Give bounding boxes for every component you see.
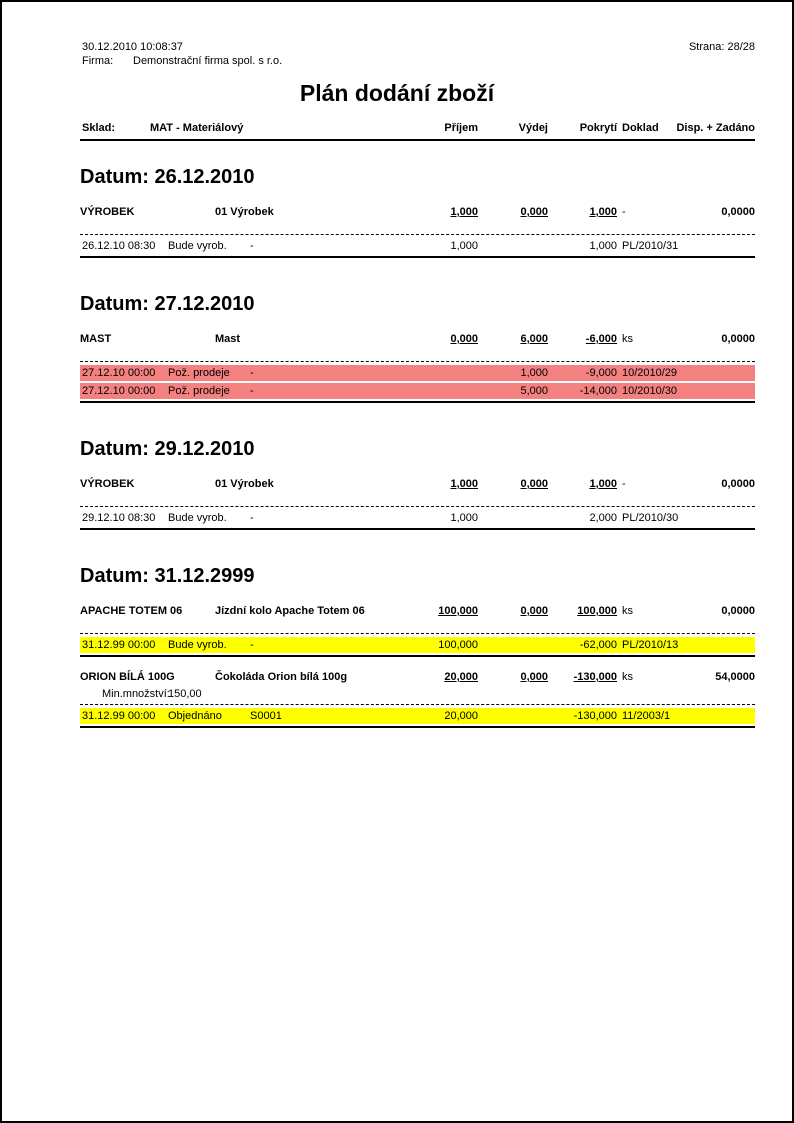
date-section xyxy=(80,165,755,258)
detail-doklad: 11/2003/1 xyxy=(622,710,671,722)
divider-solid xyxy=(80,655,755,657)
detail-row-highlight-yellow xyxy=(80,637,755,653)
item-row xyxy=(80,205,755,219)
date-heading: Datum: 31.12.2999 xyxy=(80,565,255,587)
item-vydej: 0,000 xyxy=(520,478,548,490)
detail-row xyxy=(80,510,755,526)
item-prijem: 1,000 xyxy=(450,206,478,218)
item-prijem: 100,000 xyxy=(438,605,478,617)
detail-row-highlight-red xyxy=(80,383,755,399)
item-unit: ks xyxy=(622,671,633,683)
detail-ref: - xyxy=(250,385,254,397)
detail-doklad: 10/2010/29 xyxy=(622,367,678,379)
company-name: Demonstrační firma spol. s r.o. xyxy=(133,55,283,67)
detail-datetime: 31.12.99 00:00 xyxy=(82,639,156,651)
detail-pokryti: 1,000 xyxy=(589,240,617,252)
detail-doklad: PL/2010/31 xyxy=(622,240,679,252)
item-unit: ks xyxy=(622,605,633,617)
col-vydej: Výdej xyxy=(518,122,548,134)
divider-solid xyxy=(80,726,755,728)
item-unit: - xyxy=(622,478,626,490)
item-row xyxy=(80,670,755,684)
item-name: VÝROBEK xyxy=(80,478,135,490)
item-pokryti: -6,000 xyxy=(585,333,617,345)
item-prijem: 20,000 xyxy=(444,671,478,683)
item-name: ORION BÍLÁ 100G xyxy=(80,671,175,683)
min-quantity-row xyxy=(80,687,755,701)
detail-type: Bude vyrob. xyxy=(168,240,227,252)
detail-prijem: 100,000 xyxy=(438,639,478,651)
detail-type: Objednáno xyxy=(168,710,222,722)
detail-datetime: 26.12.10 08:30 xyxy=(82,240,156,252)
col-disp-zadano: Disp. + Zadáno xyxy=(676,122,755,134)
date-section xyxy=(80,437,755,530)
company-row xyxy=(80,54,755,68)
detail-row-highlight-yellow xyxy=(80,708,755,724)
item-name: VÝROBEK xyxy=(80,206,135,218)
detail-vydej: 1,000 xyxy=(520,367,548,379)
item-pokryti: 100,000 xyxy=(577,605,617,617)
detail-datetime: 27.12.10 00:00 xyxy=(82,385,156,397)
item-disp: 0,0000 xyxy=(721,333,755,345)
item-vydej: 6,000 xyxy=(520,333,548,345)
item-name: MAST xyxy=(80,333,112,345)
min-quantity-value: 150,00 xyxy=(168,688,202,700)
divider-dashed xyxy=(80,361,755,362)
detail-prijem: 1,000 xyxy=(450,240,478,252)
divider-solid xyxy=(80,528,755,530)
detail-ref: - xyxy=(250,240,254,252)
detail-prijem: 20,000 xyxy=(444,710,478,722)
detail-type: Pož. prodeje xyxy=(168,385,230,397)
report-title: Plán dodání zboží xyxy=(299,80,495,106)
item-prijem: 0,000 xyxy=(450,333,478,345)
report-meta-row xyxy=(80,40,755,54)
divider-solid xyxy=(80,401,755,403)
item-vydej: 0,000 xyxy=(520,206,548,218)
date-section xyxy=(80,564,755,728)
detail-row xyxy=(80,238,755,254)
col-doklad: Doklad xyxy=(622,122,659,134)
divider-dashed xyxy=(80,234,755,235)
divider-solid xyxy=(80,256,755,258)
item-disp: 0,0000 xyxy=(721,605,755,617)
divider-dashed xyxy=(80,633,755,634)
detail-type: Bude vyrob. xyxy=(168,512,227,524)
report-datetime: 30.12.2010 10:08:37 xyxy=(82,41,183,53)
item-unit: - xyxy=(622,206,626,218)
detail-ref: S0001 xyxy=(250,710,282,722)
item-name: APACHE TOTEM 06 xyxy=(80,605,183,617)
detail-datetime: 27.12.10 00:00 xyxy=(82,367,156,379)
detail-ref: - xyxy=(250,639,254,651)
detail-datetime: 29.12.10 08:30 xyxy=(82,512,156,524)
date-heading: Datum: 29.12.2010 xyxy=(80,438,255,460)
detail-datetime: 31.12.99 00:00 xyxy=(82,710,156,722)
detail-pokryti: -14,000 xyxy=(579,385,617,397)
item-vydej: 0,000 xyxy=(520,671,548,683)
item-row xyxy=(80,604,755,618)
column-header-row xyxy=(80,121,755,135)
detail-prijem: 1,000 xyxy=(450,512,478,524)
item-description: Mast xyxy=(215,333,241,345)
detail-doklad: PL/2010/13 xyxy=(622,639,679,651)
detail-ref: - xyxy=(250,367,254,379)
divider-solid xyxy=(80,139,755,141)
item-disp: 54,0000 xyxy=(715,671,755,683)
min-quantity-label: Min.množství: xyxy=(102,688,170,700)
item-pokryti: 1,000 xyxy=(589,478,617,490)
page-number: Strana: 28/28 xyxy=(688,41,755,53)
item-vydej: 0,000 xyxy=(520,605,548,617)
item-row xyxy=(80,477,755,491)
company-label: Firma: xyxy=(82,55,114,67)
col-sklad-label: Sklad: xyxy=(82,122,116,134)
detail-row-highlight-red xyxy=(80,365,755,381)
col-sklad-value: MAT - Materiálový xyxy=(150,122,244,134)
date-heading: Datum: 26.12.2010 xyxy=(80,166,255,188)
item-description: 01 Výrobek xyxy=(215,206,274,218)
divider-dashed xyxy=(80,704,755,705)
item-description: Čokoláda Orion bílá 100g xyxy=(215,671,348,683)
detail-pokryti: -9,000 xyxy=(585,367,617,379)
detail-pokryti: -130,000 xyxy=(573,710,617,722)
item-disp: 0,0000 xyxy=(721,478,755,490)
item-disp: 0,0000 xyxy=(721,206,755,218)
col-prijem: Příjem xyxy=(444,122,478,134)
item-unit: ks xyxy=(622,333,633,345)
detail-doklad: 10/2010/30 xyxy=(622,385,678,397)
item-prijem: 1,000 xyxy=(450,478,478,490)
item-description: Jízdní kolo Apache Totem 06 xyxy=(215,605,365,617)
item-description: 01 Výrobek xyxy=(215,478,274,490)
item-pokryti: 1,000 xyxy=(589,206,617,218)
date-heading: Datum: 27.12.2010 xyxy=(80,293,255,315)
detail-pokryti: -62,000 xyxy=(579,639,617,651)
detail-type: Pož. prodeje xyxy=(168,367,230,379)
item-row xyxy=(80,332,755,346)
detail-type: Bude vyrob. xyxy=(168,639,227,651)
detail-pokryti: 2,000 xyxy=(589,512,617,524)
detail-ref: - xyxy=(250,512,254,524)
detail-vydej: 5,000 xyxy=(520,385,548,397)
divider-dashed xyxy=(80,506,755,507)
item-pokryti: -130,000 xyxy=(573,671,617,683)
detail-doklad: PL/2010/30 xyxy=(622,512,679,524)
date-section xyxy=(80,292,755,403)
col-pokryti: Pokrytí xyxy=(579,122,617,134)
